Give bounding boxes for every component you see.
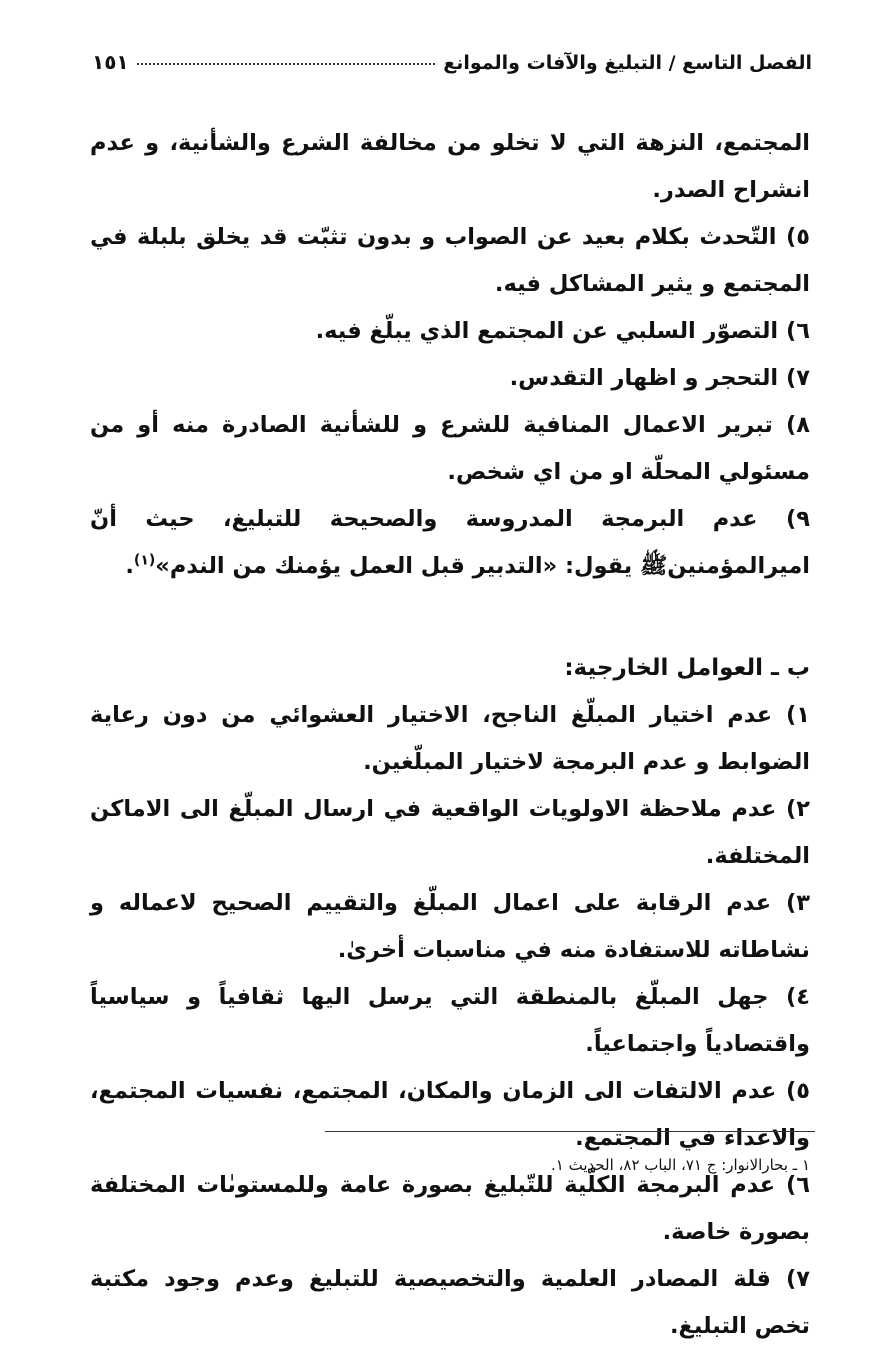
section-heading: ب ـ العوامل الخارجية: (564, 655, 810, 681)
page-number: ١٥١ (92, 50, 129, 74)
list-item: ٥) عدم الالتفات الى الزمان والمكان، المجتمع، نفسيات المجتمع، والاعداء في المجتمع. (90, 1078, 810, 1151)
list-item: ١) عدم اختيار المبلّغ الناجح، الاختيار العشوائي من دون رعاية الضوابط و عدم البرمجة لاختيار المبلّغين. (90, 702, 810, 775)
leader-dots (137, 63, 436, 65)
list-item: ٦) عدم البرمجة الكلّية للتّبليغ بصورة عامة وللمستوىٰات المختلفة بصورة خاصة. (90, 1172, 810, 1245)
paragraph: ٦) التصوّر السلبي عن المجتمع الذي يبلّغ فيه. (315, 318, 810, 344)
footnote-divider (325, 1131, 815, 1132)
paragraph: ٨) تبرير الاعمال المنافية للشرع و للشأنية الصادرة منه أو من مسئولي المحلّة او من اي شخص. (90, 412, 810, 485)
paragraph-with-footnote: ٩) عدم البرمجة المدروسة والصحيحة للتبليغ، حيث أنّ اميرالمؤمنينﷺ يقول: «التدبير قبل العمل يؤمنك من الندم»$^{(١)}$. (90, 506, 810, 579)
list-item: ٤) جهل المبلّغ بالمنطقة التي يرسل اليها ثقافياً و سياسياً واقتصادياً واجتماعياً. (90, 984, 810, 1057)
paragraph: ٥) التّحدث بكلام بعيد عن الصواب و بدون تثبّت قد يخلق بلبلة في المجتمع و يثير المشاكل فيه. (90, 224, 810, 297)
section-gap (90, 590, 810, 645)
paragraph: المجتمع، النزهة التي لا تخلو من مخالفة الشرع والشأنية، و عدم انشراح الصدر. (90, 130, 810, 203)
running-header (92, 50, 812, 90)
chapter-title: الفصل التاسع / التبليغ والآفات والموانع (443, 52, 812, 74)
footnote: ١ ـ بحارالانوار: ج ٧١، الباب ٨٢، الحديث ١. (550, 1156, 810, 1174)
list-item: ٧) قلة المصادر العلمية والتخصيصية للتبليغ وعدم وجود مكتبة تخص التبليغ. (90, 1266, 810, 1339)
footnote-marker: (١) (133, 552, 156, 569)
paragraph: ٧) التحجر و اظهار التقدس. (509, 365, 810, 391)
list-item: ٢) عدم ملاحظة الاولويات الواقعية في ارسال المبلّغ الى الاماكن المختلفة. (90, 796, 810, 869)
paragraph-text: ٩) عدم البرمجة المدروسة والصحيحة للتبليغ، حيث أنّ اميرالمؤمنينﷺ يقول: «التدبير قبل العمل يؤمنك من الندم» (90, 506, 810, 579)
list-item: ٣) عدم الرقابة على اعمال المبلّغ والتقييم الصحيح لاعماله و نشاطاته للاستفادة منه في مناسبات أخرىٰ. (90, 890, 810, 963)
